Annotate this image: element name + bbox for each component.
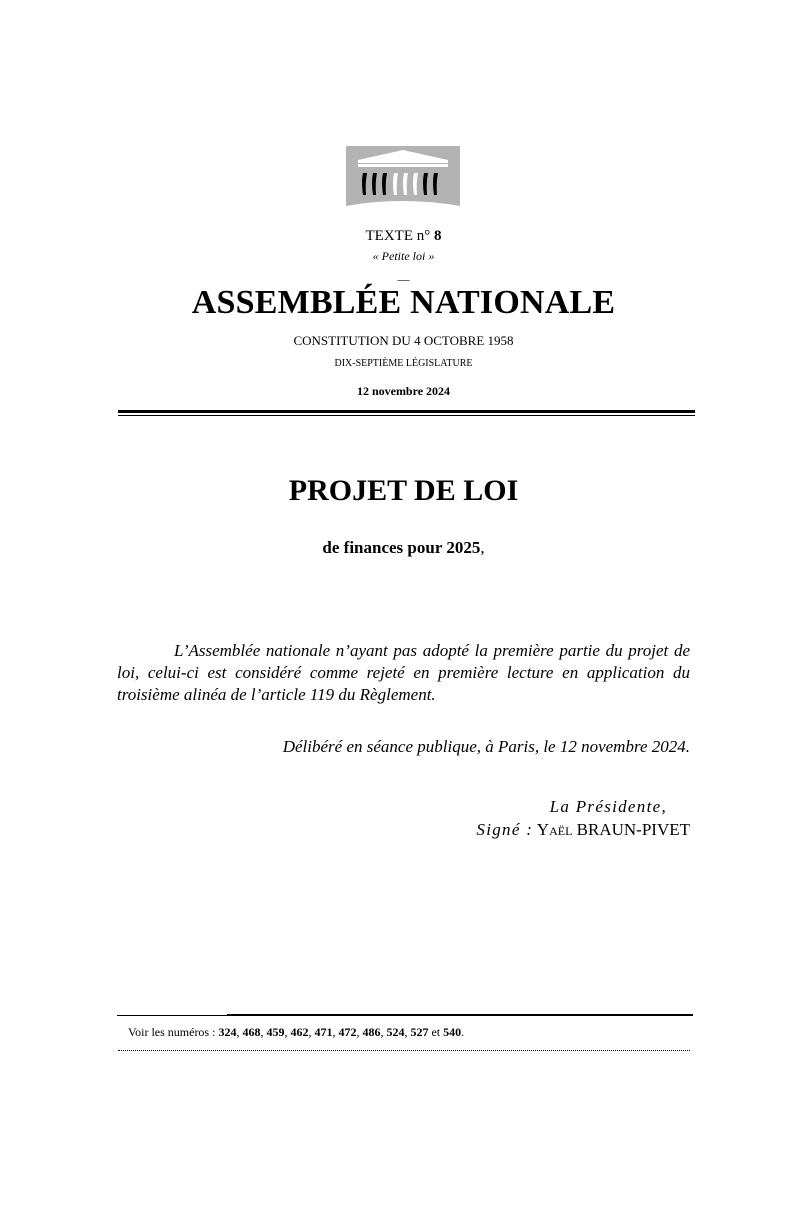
institution-title: ASSEMBLÉE NATIONALE [191, 284, 616, 321]
signe-label: Signé : [476, 820, 534, 839]
related-number: 459 [266, 1025, 285, 1039]
signature-line [117, 820, 690, 840]
header-date: 12 novembre 2024 [356, 384, 451, 398]
subtitle-comma: , [480, 538, 485, 557]
number-list: 324, 468, 459, 462, 471, 472, 486, 524, 527 [218, 1025, 429, 1039]
last-number: 540 [443, 1025, 462, 1039]
last-name: BRAUN-PIVET [576, 820, 690, 839]
related-number: 524 [386, 1025, 405, 1039]
delibere-line: Délibéré en séance publique, à Paris, le 12 novembre 2024. [282, 737, 690, 756]
related-number: 527 [410, 1025, 429, 1039]
first-name-rest: AËL [549, 824, 573, 838]
et-word: et [431, 1025, 441, 1039]
document-subtitle [0, 538, 807, 558]
body-paragraph: L’Assemblée nationale n’ayant pas adopté la première partie du projet de loi, celui-ci est considéré comme rejeté en première lecture en application du troisième alinéa de l’article 119 du Règlement. [117, 641, 690, 704]
related-number: 462 [290, 1025, 309, 1039]
related-number: 324 [218, 1025, 237, 1039]
header-rule-thick [118, 410, 695, 413]
voir-label: Voir les numéros : [128, 1025, 216, 1039]
first-name-initial: Y [536, 820, 550, 839]
texte-label: TEXTE n° [365, 228, 431, 244]
header-rule-thin [118, 415, 695, 416]
signature-role: La Présidente, [549, 797, 667, 816]
footer-rule-right [227, 1014, 693, 1016]
dotted-separator [118, 1050, 690, 1051]
related-number: 471 [314, 1025, 333, 1039]
legislature-line: DIX-SEPTIÈME LÉGISLATURE [334, 358, 473, 369]
document-title: PROJET DE LOI [288, 474, 519, 507]
related-number: 472 [338, 1025, 357, 1039]
header-dash: __ [397, 268, 410, 282]
texte-number-line [0, 228, 807, 245]
constitution-line: CONSTITUTION DU 4 OCTOBRE 1958 [293, 333, 514, 348]
subtitle-text: de finances pour 2025 [322, 538, 481, 557]
footer-rule-left [117, 1015, 227, 1016]
related-number: 468 [242, 1025, 261, 1039]
petite-loi: « Petite loi » [372, 249, 435, 263]
texte-number: 8 [433, 228, 442, 244]
footer-end: . [461, 1025, 465, 1039]
assemblee-nationale-logo-icon [346, 146, 460, 212]
related-numbers [128, 1025, 464, 1040]
related-number: 486 [362, 1025, 381, 1039]
